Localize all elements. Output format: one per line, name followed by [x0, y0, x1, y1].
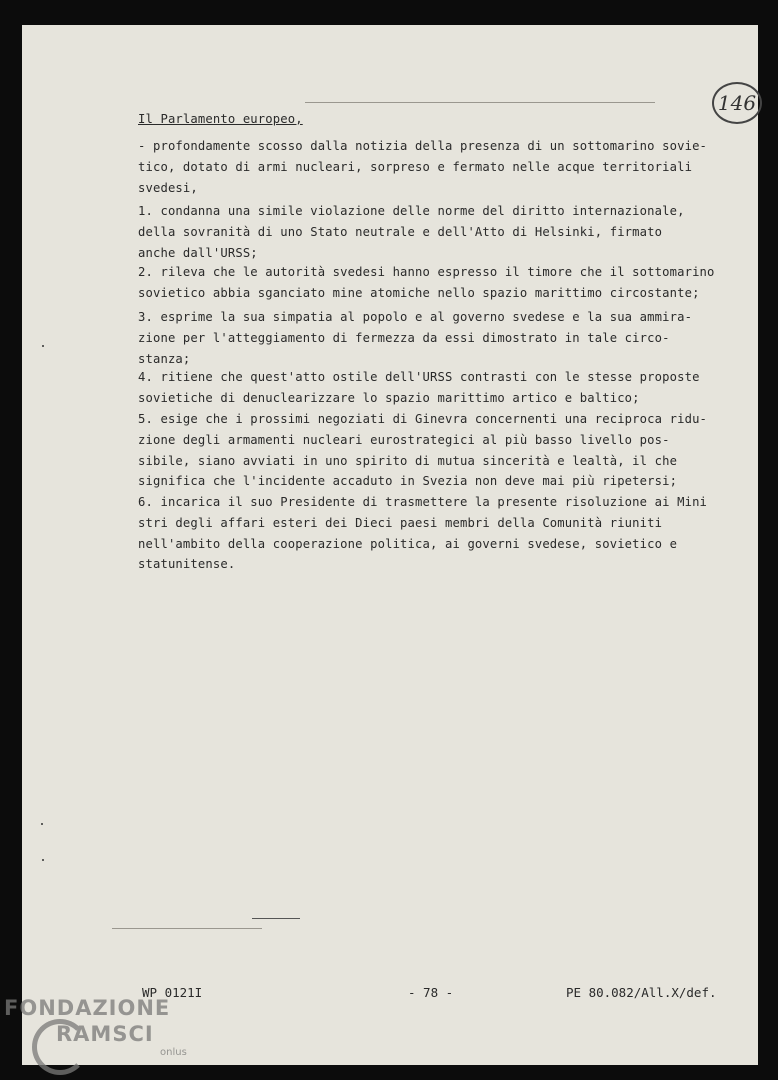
- point-line: nell'ambito della cooperazione politica, ai governi svedese, sovietico e: [138, 536, 678, 551]
- speck: [42, 345, 44, 347]
- point-6: [138, 492, 707, 575]
- point-line: sovietiche di denuclearizzare lo spazio marittimo artico e baltico;: [138, 390, 640, 405]
- watermark-line-2: [4, 1021, 204, 1047]
- watermark-line-1: FONDAZIONE: [4, 996, 171, 1020]
- point-line: della sovranità di uno Stato neutrale e dell'Atto di Helsinki, firmato: [138, 224, 663, 239]
- point-line: 1. condanna una simile violazione delle norme del diritto internazionale,: [138, 204, 685, 218]
- point-2: [138, 262, 715, 304]
- point-line: 2. rileva che le autorità svedesi hanno espresso il timore che il sottomarino: [138, 265, 715, 279]
- point-line: zione per l'atteggiamento di fermezza da essi dimostrato in tale circo-: [138, 330, 670, 345]
- heading: Il Parlamento europeo,: [138, 112, 303, 126]
- faint-rule-bottom: [252, 918, 300, 919]
- faint-rule-bottom-left: [112, 928, 262, 929]
- point-5: [138, 409, 707, 492]
- intro-paragraph: [138, 136, 707, 198]
- speck: [42, 859, 44, 861]
- footer-reference: PE 80.082/All.X/def.: [566, 985, 717, 1000]
- fondazione-gramsci-watermark: [4, 995, 204, 1058]
- faint-rule-top: [305, 102, 655, 103]
- document-page: [22, 25, 758, 1065]
- speck: [41, 823, 43, 825]
- intro-line: svedesi,: [138, 180, 198, 195]
- point-line: significa che l'incidente accaduto in Svezia non deve mai più ripetersi;: [138, 474, 678, 489]
- intro-line: tico, dotato di armi nucleari, sorpreso e fermato nelle acque territoriali: [138, 159, 693, 174]
- point-3: [138, 307, 692, 369]
- point-1: [138, 201, 685, 263]
- watermark-onlus: onlus: [160, 1047, 187, 1058]
- point-line: 5. esige che i prossimi negoziati di Ginevra concernenti una reciproca ridu-: [138, 412, 708, 426]
- intro-line: - profondamente scosso dalla notizia della presenza di un sottomarino sovie-: [138, 139, 708, 153]
- footer-page-number: - 78 -: [408, 985, 454, 1000]
- watermark-g-logo-icon: [32, 1019, 88, 1075]
- watermark-line-2-text: RAMSCI: [56, 1022, 154, 1046]
- point-line: zione degli armamenti nucleari eurostrategici al più basso livello pos-: [138, 432, 670, 447]
- point-4: [138, 367, 700, 409]
- footer-doc-code: WP 0121I: [142, 985, 203, 1000]
- point-line: 4. ritiene che quest'atto ostile dell'URSS contrasti con le stesse proposte: [138, 370, 700, 384]
- point-line: sovietico abbia sganciato mine atomiche nello spazio marittimo circostante;: [138, 285, 700, 300]
- point-line: 3. esprime la sua simpatia al popolo e al governo svedese e la sua ammira-: [138, 310, 693, 324]
- point-line: statunitense.: [138, 557, 236, 572]
- page-number-stamp: 146: [712, 82, 762, 124]
- point-line: stanza;: [138, 351, 191, 366]
- point-line: sibile, siano avviati in uno spirito di mutua sincerità e lealtà, il che: [138, 453, 678, 468]
- point-line: stri degli affari esteri dei Dieci paesi membri della Comunità riuniti: [138, 515, 663, 530]
- point-line: anche dall'URSS;: [138, 245, 258, 260]
- point-line: 6. incarica il suo Presidente di trasmettere la presente risoluzione ai Mini: [138, 495, 708, 509]
